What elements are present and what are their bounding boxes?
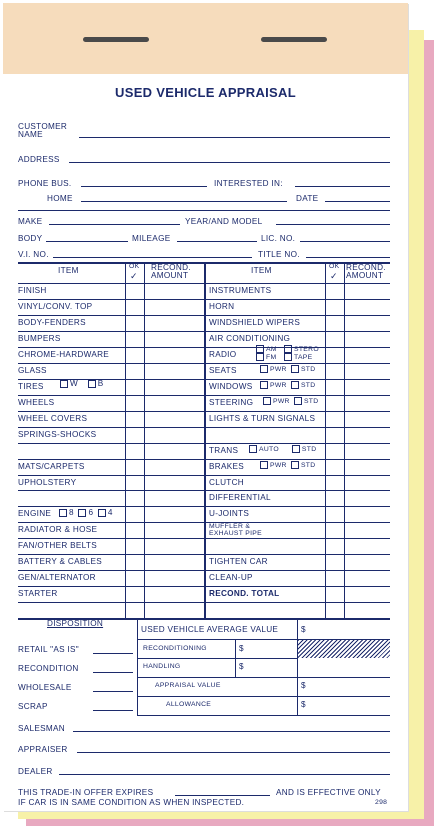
value-row-line (137, 715, 390, 716)
wholesale-field[interactable] (93, 691, 133, 692)
hatched-area (298, 640, 390, 658)
interested-in-label: INTERESTED IN: (214, 179, 283, 188)
form-title: USED VEHICLE APPRAISAL (115, 85, 296, 100)
salesman-label: SALESMAN (18, 724, 65, 733)
table-row-right-item: CLUTCH (209, 478, 245, 487)
table-row-line (18, 299, 390, 300)
checkbox[interactable] (284, 345, 292, 353)
avg-value-dollar: $ (301, 625, 306, 634)
checkbox[interactable] (291, 365, 299, 373)
salesman-field[interactable] (73, 731, 390, 732)
checkbox[interactable] (88, 380, 96, 388)
disposition-retail: RETAIL "AS IS" (18, 645, 79, 654)
retail-field[interactable] (93, 653, 133, 654)
table-row-left-item: CHROME-HARDWARE (18, 350, 110, 359)
address-label: ADDRESS (18, 155, 60, 164)
table-row-line (18, 347, 390, 348)
table-row-line (18, 363, 390, 364)
table-row-right-item: TIGHTEN CAR (209, 557, 268, 566)
home-field[interactable] (81, 201, 287, 202)
effective-text: AND IS EFFECTIVE ONLY (276, 788, 381, 797)
table-row-left-item: UPHOLSTERY (18, 478, 77, 487)
engine-options[interactable]: 8 6 4 (57, 509, 113, 517)
checkbox[interactable] (78, 509, 86, 517)
punch-slot-right (261, 37, 327, 42)
handling-label: HANDLING (143, 663, 181, 670)
checkbox[interactable] (59, 509, 67, 517)
interested-in-field[interactable] (295, 186, 390, 187)
brakes-options[interactable]: PWR STD (258, 461, 315, 470)
appraisal-form (3, 3, 408, 811)
table-row-right-item: AIR CONDITIONING (209, 334, 291, 343)
make-label: MAKE (18, 217, 43, 226)
trans-options[interactable]: AUTO STD (247, 445, 316, 454)
value-box-left (137, 620, 138, 715)
mileage-field[interactable] (177, 241, 257, 242)
title-no-label: TITLE NO. (258, 250, 300, 259)
table-row-right-item: SEATS (209, 366, 237, 375)
checkbox[interactable] (284, 353, 292, 361)
table-row-right-item: RECOND. TOTAL (209, 589, 280, 598)
appraiser-field[interactable] (77, 752, 390, 753)
value-row-line (137, 658, 297, 659)
allowance-label: ALLOWANCE (166, 701, 212, 708)
punch-slot-left (83, 37, 149, 42)
table-row-right-item: HORN (209, 302, 235, 311)
table-row-line (18, 475, 390, 476)
table-row-right-item: WINDOWS (209, 382, 253, 391)
table-row-left-item: TIRES (18, 382, 44, 391)
divider (18, 210, 390, 211)
reconditioning-label: RECONDITIONING (143, 645, 207, 652)
checkbox[interactable] (60, 380, 68, 388)
table-row-line (18, 315, 390, 316)
table-row-right-item: STEERING (209, 398, 254, 407)
checkbox[interactable] (294, 397, 302, 405)
vi-no-field[interactable] (53, 257, 252, 258)
table-row-left-item: WHEELS (18, 398, 55, 407)
home-label: HOME (47, 194, 73, 203)
table-row-left-item: BATTERY & CABLES (18, 557, 102, 566)
checkbox[interactable] (291, 461, 299, 469)
reconditioning-dollar: $ (239, 644, 244, 653)
col-ok-right: OK (329, 263, 340, 270)
checkbox[interactable] (260, 381, 268, 389)
checkbox[interactable] (263, 397, 271, 405)
table-row-left-item: VINYL/CONV. TOP (18, 302, 93, 311)
expires-text: THIS TRADE-IN OFFER EXPIRES (18, 788, 154, 797)
col-recond-left: RECOND. (151, 263, 191, 272)
customer-label: CUSTOMER (18, 122, 68, 131)
avg-value-label: USED VEHICLE AVERAGE VALUE (141, 625, 279, 634)
checkbox[interactable] (260, 365, 268, 373)
mileage-label: MILEAGE (132, 234, 171, 243)
table-row-right-item: RADIO (209, 350, 237, 359)
table-row-line (18, 283, 390, 284)
col-amount-right: AMOUNT (346, 271, 384, 280)
handling-dollar: $ (239, 662, 244, 671)
body-field[interactable] (46, 241, 128, 242)
table-row-right-item: DIFFERENTIAL (209, 493, 271, 502)
checkbox[interactable] (291, 381, 299, 389)
form-number: 298 (375, 799, 388, 806)
table-row-left-item: GEN/ALTERNATOR (18, 573, 96, 582)
table-row-line (18, 570, 390, 571)
dealer-label: DEALER (18, 767, 53, 776)
col-amount-left: AMOUNT (151, 271, 189, 280)
table-row-left-item: BUMPERS (18, 334, 61, 343)
table-row-right-item: U-JOINTS (209, 509, 250, 518)
lic-no-field[interactable] (300, 241, 390, 242)
checkbox[interactable] (292, 445, 300, 453)
scrap-field[interactable] (93, 710, 133, 711)
table-row-line (18, 506, 390, 507)
table-row-left-item: ENGINE (18, 509, 52, 518)
table-row-left-item: FAN/OTHER BELTS (18, 541, 97, 550)
table-row-right-item: LIGHTS & TURN SIGNALS (209, 414, 316, 423)
table-row-line (18, 490, 390, 491)
table-row-right-item: CLEAN-UP (209, 573, 253, 582)
seats-options[interactable]: PWR STD (258, 365, 315, 374)
vi-no-label: V.I. NO. (18, 250, 49, 259)
lic-no-label: LIC. NO. (261, 234, 296, 243)
radio-tape[interactable]: TAPE (282, 353, 312, 362)
table-row-line (18, 427, 390, 428)
table-row-line (18, 331, 390, 332)
phone-bus-label: PHONE BUS. (18, 179, 72, 188)
table-row-line (18, 522, 390, 523)
table-row-left-item: SPRINGS-SHOCKS (18, 430, 97, 439)
value-row-line (137, 677, 390, 678)
date-field[interactable] (325, 201, 390, 202)
appraisal-value-label: APPRAISAL VALUE (155, 682, 221, 689)
table-row-line (18, 586, 390, 587)
disposition-heading: DISPOSITION (47, 619, 104, 628)
phone-bus-field[interactable] (81, 186, 207, 187)
radio-stereo[interactable]: STERO (282, 345, 319, 354)
tires-options[interactable]: W B (58, 380, 104, 388)
checkbox[interactable] (98, 509, 106, 517)
checkbox[interactable] (256, 353, 264, 361)
table-row-line (18, 538, 390, 539)
table-row-line (18, 411, 390, 412)
recondition-field[interactable] (93, 672, 133, 673)
check-icon: ✓ (330, 271, 338, 281)
checkbox[interactable] (260, 461, 268, 469)
table-row-left-item: RADIATOR & HOSE (18, 525, 98, 534)
allowance-dollar: $ (301, 700, 306, 709)
col-item-right: ITEM (251, 266, 272, 275)
table-row-right-item: TRANS (209, 446, 239, 455)
col-ok-left: OK (129, 263, 140, 270)
radio-am[interactable]: AM (254, 345, 277, 354)
year-model-field[interactable] (276, 224, 390, 225)
disposition-scrap: SCRAP (18, 702, 48, 711)
condition-text: IF CAR IS IN SAME CONDITION AS WHEN INSPECTED. (18, 798, 245, 807)
table-row-left-item: MATS/CARPETS (18, 462, 85, 471)
table-row-right-item: WINDSHIELD WIPERS (209, 318, 301, 327)
disposition-wholesale: WHOLESALE (18, 683, 72, 692)
value-box-divider (297, 620, 298, 715)
title-no-field[interactable] (306, 257, 390, 258)
windows-options[interactable]: PWR STD (258, 381, 315, 390)
col-recond-right: RECOND. (346, 263, 386, 272)
customer-name-field[interactable] (79, 137, 390, 138)
table-row-right-item: INSTRUMENTS (209, 286, 272, 295)
table-row-right-item: BRAKES (209, 462, 245, 471)
appraisal-value-dollar: $ (301, 681, 306, 690)
steering-options[interactable]: PWR STD (261, 397, 318, 406)
col-item-left: ITEM (58, 266, 79, 275)
dealer-field[interactable] (59, 774, 390, 775)
table-row-line (18, 602, 390, 603)
table-row-left-item: FINISH (18, 286, 47, 295)
checkbox[interactable] (249, 445, 257, 453)
date-label: DATE (296, 194, 319, 203)
year-model-label: YEAR/AND MODEL (185, 217, 263, 226)
check-icon: ✓ (130, 271, 138, 281)
body-label: BODY (18, 234, 43, 243)
expires-field[interactable] (175, 795, 270, 796)
table-row-line (18, 554, 390, 555)
binding-stub (3, 3, 408, 74)
value-row-line (137, 696, 390, 697)
table-row-left-item: GLASS (18, 366, 47, 375)
table-row-left-item: WHEEL COVERS (18, 414, 88, 423)
table-row-line (18, 443, 390, 444)
make-field[interactable] (49, 224, 180, 225)
table-row-left-item: BODY-FENDERS (18, 318, 86, 327)
table-row-line (18, 459, 390, 460)
checkbox[interactable] (256, 345, 264, 353)
table-row-right-item: MUFFLER & EXHAUST PIPE (209, 523, 262, 538)
table-row-left-item: STARTER (18, 589, 58, 598)
name-label: NAME (18, 130, 43, 139)
radio-fm[interactable]: FM (254, 353, 276, 362)
disposition-recondition: RECONDITION (18, 664, 79, 673)
table-row-line (18, 395, 390, 396)
address-field[interactable] (69, 162, 390, 163)
appraiser-label: APPRAISER (18, 745, 68, 754)
